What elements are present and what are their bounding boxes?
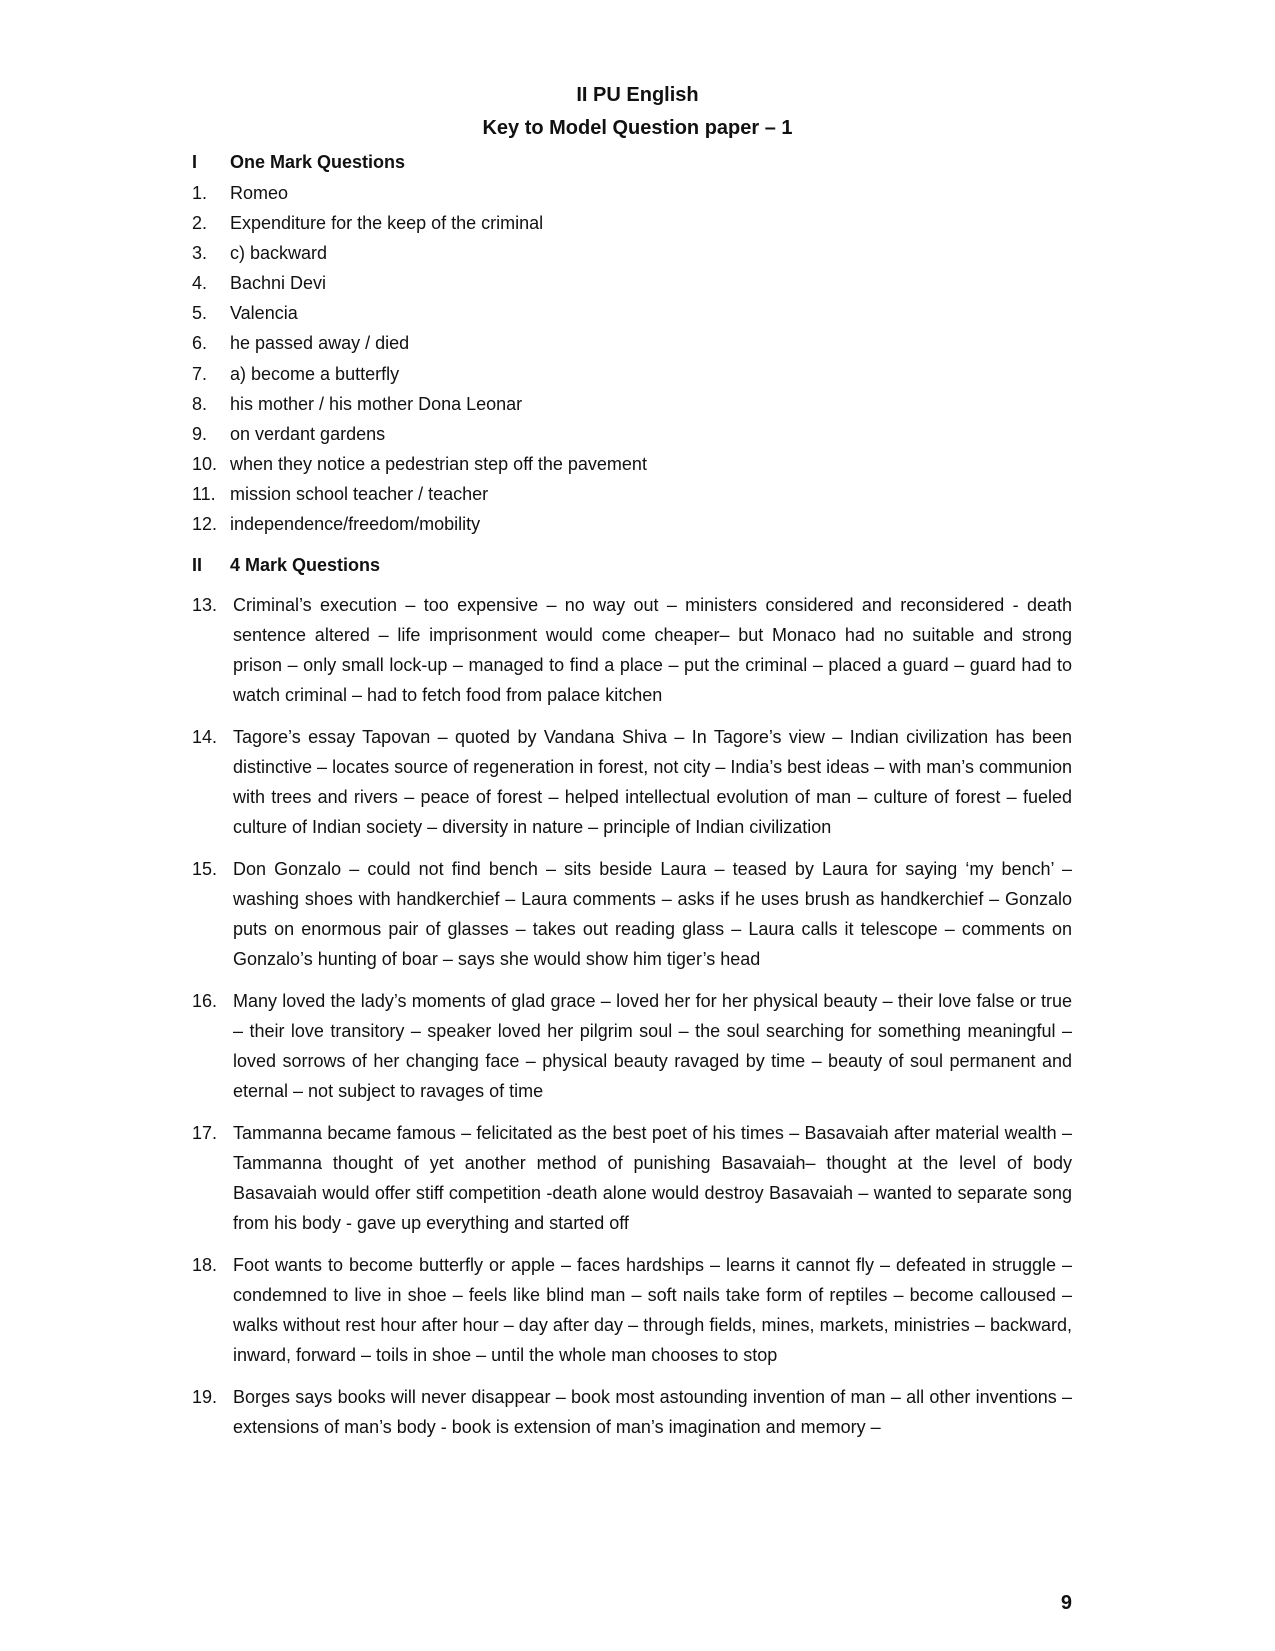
answer-number: 6. — [192, 333, 208, 354]
answer-item — [192, 419, 647, 449]
answer-item — [192, 359, 647, 389]
section-numeral: I — [192, 152, 198, 172]
answer-number: 14. — [192, 727, 218, 747]
answer-text: mission school teacher / teacher — [230, 483, 489, 504]
answer-text: Romeo — [230, 183, 289, 203]
answer-number: 2. — [192, 213, 208, 234]
answer-number: 13. — [192, 595, 218, 615]
answer-item — [192, 268, 647, 298]
answer-text: Many loved the lady’s moments of glad grace – loved her for her physical beauty – their love false or true – their love transitory – speaker loved her pilgrim soul – the soul searching for something meaningful – loved sorrows of her changing face – physical beauty ravaged by time – beauty of soul permanent and eternal – not subject to ravages of time — [233, 991, 1072, 1101]
section-title: One Mark Questions — [230, 152, 406, 172]
answer-item — [192, 479, 647, 509]
answer-text: Foot wants to become butterfly or apple – faces hardships – learns it cannot fly – defeated in struggle – condemned to live in shoe – feels like blind man – soft nails take form of reptiles – become calloused – walks without rest hour after hour – day after day – through fields, mines, markets, ministries – backward, inward, forward – toils in shoe – until the whole man chooses to stop — [233, 1255, 1072, 1365]
answer-item — [192, 208, 647, 238]
answer-item — [192, 298, 647, 328]
answer-number: 10. — [192, 453, 218, 474]
answer-text: Bachni Devi — [230, 273, 327, 294]
answer-number: 3. — [192, 243, 208, 264]
answer-item — [192, 854, 1072, 974]
answer-text: Criminal’s execution – too expensive – no way out – ministers considered and reconsidered - death sentence altered – life imprisonment would come cheaper– but Monaco had no suitable and strong prison – only small lock-up – managed to find a place – put the criminal – placed a guard – guard had to watch criminal – had to fetch food from palace kitchen — [233, 595, 1072, 705]
four-mark-answer-list — [192, 590, 1072, 1454]
answer-number: 4. — [192, 273, 208, 294]
answer-item — [192, 986, 1072, 1106]
answer-text: on verdant gardens — [230, 423, 386, 444]
section-title: 4 Mark Questions — [230, 555, 381, 575]
one-mark-answer-list — [192, 178, 647, 539]
answer-number: 11. — [192, 483, 216, 504]
answer-item — [192, 178, 647, 208]
answer-item — [192, 722, 1072, 842]
page-number: 9 — [1060, 1592, 1072, 1614]
answer-number: 18. — [192, 1255, 218, 1275]
answer-text: when they notice a pedestrian step off the pavement — [230, 453, 647, 474]
answer-item — [192, 238, 647, 268]
answer-item — [192, 328, 647, 358]
section-heading-one-mark — [192, 150, 405, 174]
answer-number: 15. — [192, 859, 218, 879]
answer-item — [192, 1250, 1072, 1370]
answer-number: 5. — [192, 303, 208, 324]
answer-text: Tammanna became famous – felicitated as the best poet of his times – Basavaiah after material wealth – Tammanna thought of yet another method of punishing Basavaiah– thought at the level of body Basavaiah would offer stiff competition -death alone would destroy Basavaiah – wanted to separate song from his body - gave up everything and started off — [233, 1123, 1072, 1233]
answer-text: Tagore’s essay Tapovan – quoted by Vandana Shiva – In Tagore’s view – Indian civilization has been distinctive – locates source of regeneration in forest, not city – India’s best ideas – with man’s communion with trees and rivers – peace of forest – helped intellectual evolution of man – culture of forest – fueled culture of Indian society – diversity in nature – principle of Indian civilization — [233, 727, 1072, 837]
answer-text: c) backward — [230, 243, 328, 264]
answer-text: Borges says books will never disappear – book most astounding invention of man – all other inventions – extensions of man’s body - book is extension of man’s imagination and memory – — [233, 1387, 1072, 1437]
answer-item — [192, 449, 647, 479]
answer-number: 7. — [192, 363, 208, 384]
answer-item — [192, 590, 1072, 710]
answer-item — [192, 1118, 1072, 1238]
answer-text: a) become a butterfly — [230, 363, 400, 384]
answer-item — [192, 389, 647, 419]
answer-number: 1. — [192, 183, 208, 203]
answer-text: he passed away / died — [230, 333, 410, 354]
answer-number: 8. — [192, 393, 208, 414]
answer-item — [192, 1382, 1072, 1442]
answer-number: 16. — [192, 991, 218, 1011]
answer-item — [192, 509, 647, 539]
answer-text: his mother / his mother Dona Leonar — [230, 393, 523, 414]
answer-text: Expenditure for the keep of the criminal — [230, 213, 544, 234]
answer-text: independence/freedom/mobility — [230, 514, 481, 535]
answer-number: 12. — [192, 514, 218, 535]
answer-number: 9. — [192, 423, 208, 444]
answer-number: 17. — [192, 1123, 218, 1143]
section-numeral: II — [192, 555, 203, 575]
answer-text: Valencia — [230, 303, 298, 324]
answer-text: Don Gonzalo – could not find bench – sits beside Laura – teased by Laura for saying ‘my bench’ – washing shoes with handkerchief – Laura comments – asks if he uses brush as handkerchief – Gonzalo puts on enormous pair of glasses – takes out reading glass – Laura calls it telescope – comments on Gonzalo’s hunting of boar – says she would show him tiger’s head — [233, 859, 1072, 969]
document-title: II PU English — [576, 84, 699, 106]
section-heading-four-mark — [192, 553, 380, 577]
document-subtitle: Key to Model Question paper – 1 — [482, 117, 793, 139]
answer-number: 19. — [192, 1387, 218, 1407]
